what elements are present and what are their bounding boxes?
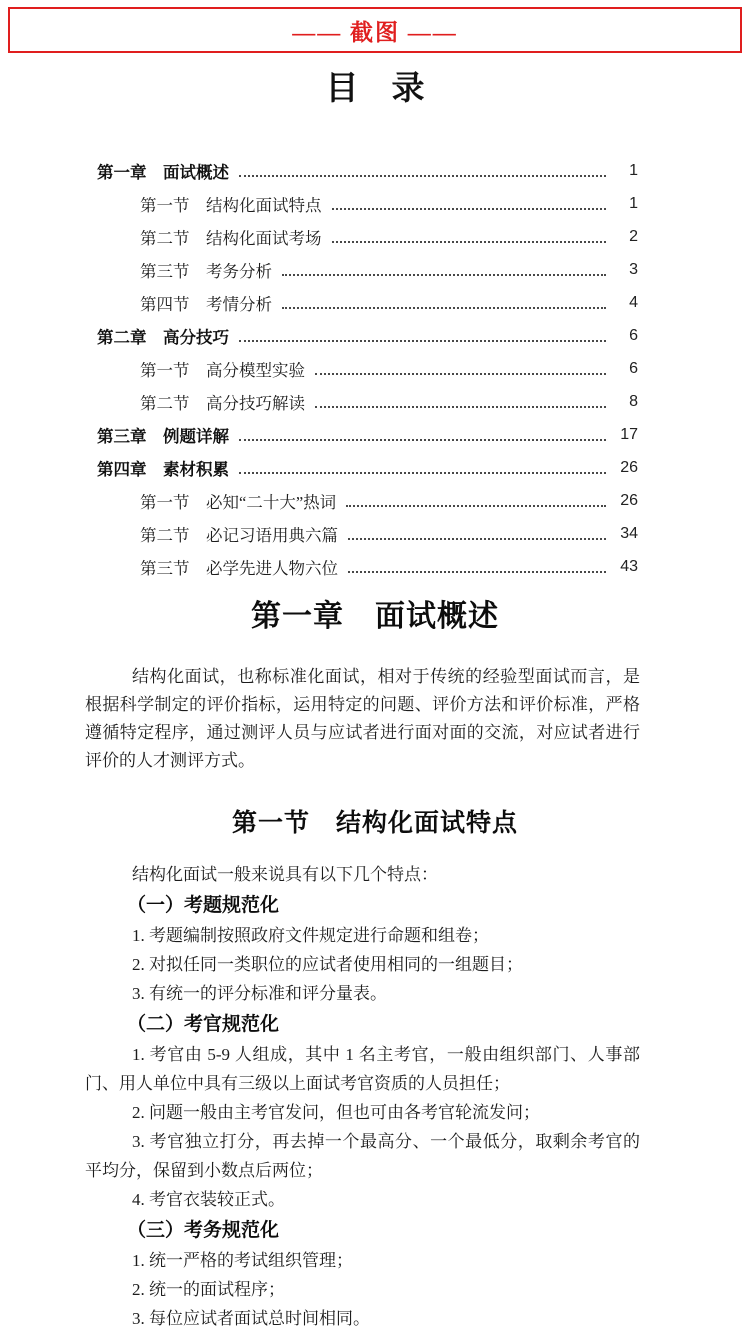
toc-entry-label: 第四节 考情分析 [140,294,272,314]
toc-page-number: 6 [629,359,638,377]
dot-leader [239,175,606,177]
list-item: 2. 统一的面试程序； [132,1280,285,1299]
toc-page-number: 1 [629,194,638,212]
dot-leader [239,340,606,342]
toc-entry-section [97,187,638,220]
dot-leader [315,373,606,375]
toc-entry-section [97,550,638,583]
toc-page-number: 17 [620,425,638,443]
feature-group-3 [0,1216,750,1333]
toc-page-number: 3 [629,260,638,278]
dot-leader [332,241,607,243]
group-heading: （一）考题规范化 [127,895,280,916]
toc-entry-label: 第四章 素材积累 [97,460,229,479]
toc-entry-label: 第三章 例题详解 [97,427,229,446]
toc-page-number: 1 [629,161,638,179]
toc-entry-section [97,484,638,517]
toc-page-number: 43 [620,557,638,575]
dot-leader [239,472,606,474]
list-item: 2. 问题一般由主考官发问，但也可由各考官轮流发问； [132,1103,540,1122]
toc-page-number: 26 [620,491,638,509]
toc-entry-label: 第二节 结构化面试考场 [140,228,322,248]
list-item: 2. 对拟任同一类职位的应试者使用相同的一组题目； [132,955,523,974]
dot-leader [282,274,606,276]
feature-group-1 [0,891,750,1008]
toc-page-number: 34 [620,524,638,542]
dot-leader [332,208,607,210]
section-heading: 第一节 结构化面试特点 [231,809,518,837]
list-item: 3. 每位应试者面试总时间相同。 [132,1309,370,1328]
toc-page-number: 4 [629,293,638,311]
group-heading: （二）考官规范化 [127,1014,280,1035]
table-of-contents [97,154,638,583]
screenshot-banner-label: —— 截图 —— [292,19,458,45]
toc-entry-chapter-2 [97,319,638,352]
dot-leader [348,571,606,573]
toc-entry-section [97,352,638,385]
toc-entry-label: 第二节 必记习语用典六篇 [140,525,338,545]
toc-page-number: 2 [629,227,638,245]
toc-entry-label: 第三节 必学先进人物六位 [140,558,338,578]
toc-page-number: 6 [629,326,638,344]
section-lead-paragraph: 结构化面试一般来说具有以下几个特点： [132,865,438,884]
toc-entry-section [97,286,638,319]
toc-entry-section [97,253,638,286]
toc-page-number: 26 [620,458,638,476]
list-item: 1. 统一严格的考试组织管理； [132,1251,353,1270]
toc-entry-label: 第一节 结构化面试特点 [140,195,322,215]
toc-page-number: 8 [629,392,638,410]
feature-group-2 [0,1010,750,1214]
toc-entry-label: 第二节 高分技巧解读 [140,393,305,413]
toc-entry-label: 第二章 高分技巧 [97,328,229,347]
dot-leader [315,406,606,408]
chapter-heading: 第一章 面试概述 [251,600,499,633]
list-item: 1. 考题编制按照政府文件规定进行命题和组卷； [132,926,489,945]
toc-entry-chapter-4 [97,451,638,484]
chapter-intro-paragraph: 结构化面试，也称标准化面试，相对于传统的经验型面试而言，是根据科学制定的评价指标，运用特定的问题、评价方法和评价标准，严格遵循特定程序，通过测评人员与应试者进行面对面的交流，对应试者进行评价的人才测评方式。 [85,667,640,770]
toc-entry-section [97,517,638,550]
toc-entry-label: 第一节 高分模型实验 [140,360,305,380]
dot-leader [282,307,606,309]
toc-entry-label: 第一节 必知“二十大”热词 [140,492,337,512]
group-heading: （三）考务规范化 [127,1220,280,1241]
toc-entry-label: 第三节 考务分析 [140,261,272,281]
list-item: 3. 考官独立打分，再去掉一个最高分、一个最低分，取剩余考官的平均分，保留到小数点后两位； [85,1132,640,1180]
toc-entry-chapter-1 [97,154,638,187]
list-item: 3. 有统一的评分标准和评分量表。 [132,984,387,1003]
dot-leader [346,505,606,507]
toc-title: 目 录 [325,69,425,106]
toc-entry-chapter-3 [97,418,638,451]
dot-leader [348,538,606,540]
toc-entry-section [97,220,638,253]
list-item: 1. 考官由 5-9 人组成，其中 1 名主考官，一般由组织部门、人事部门、用人单位中具有三级以上面试考官资质的人员担任； [85,1045,640,1093]
toc-entry-section [97,385,638,418]
list-item: 4. 考官衣装较正式。 [132,1190,285,1209]
dot-leader [239,439,606,441]
screenshot-banner [8,7,742,53]
toc-entry-label: 第一章 面试概述 [97,163,229,182]
